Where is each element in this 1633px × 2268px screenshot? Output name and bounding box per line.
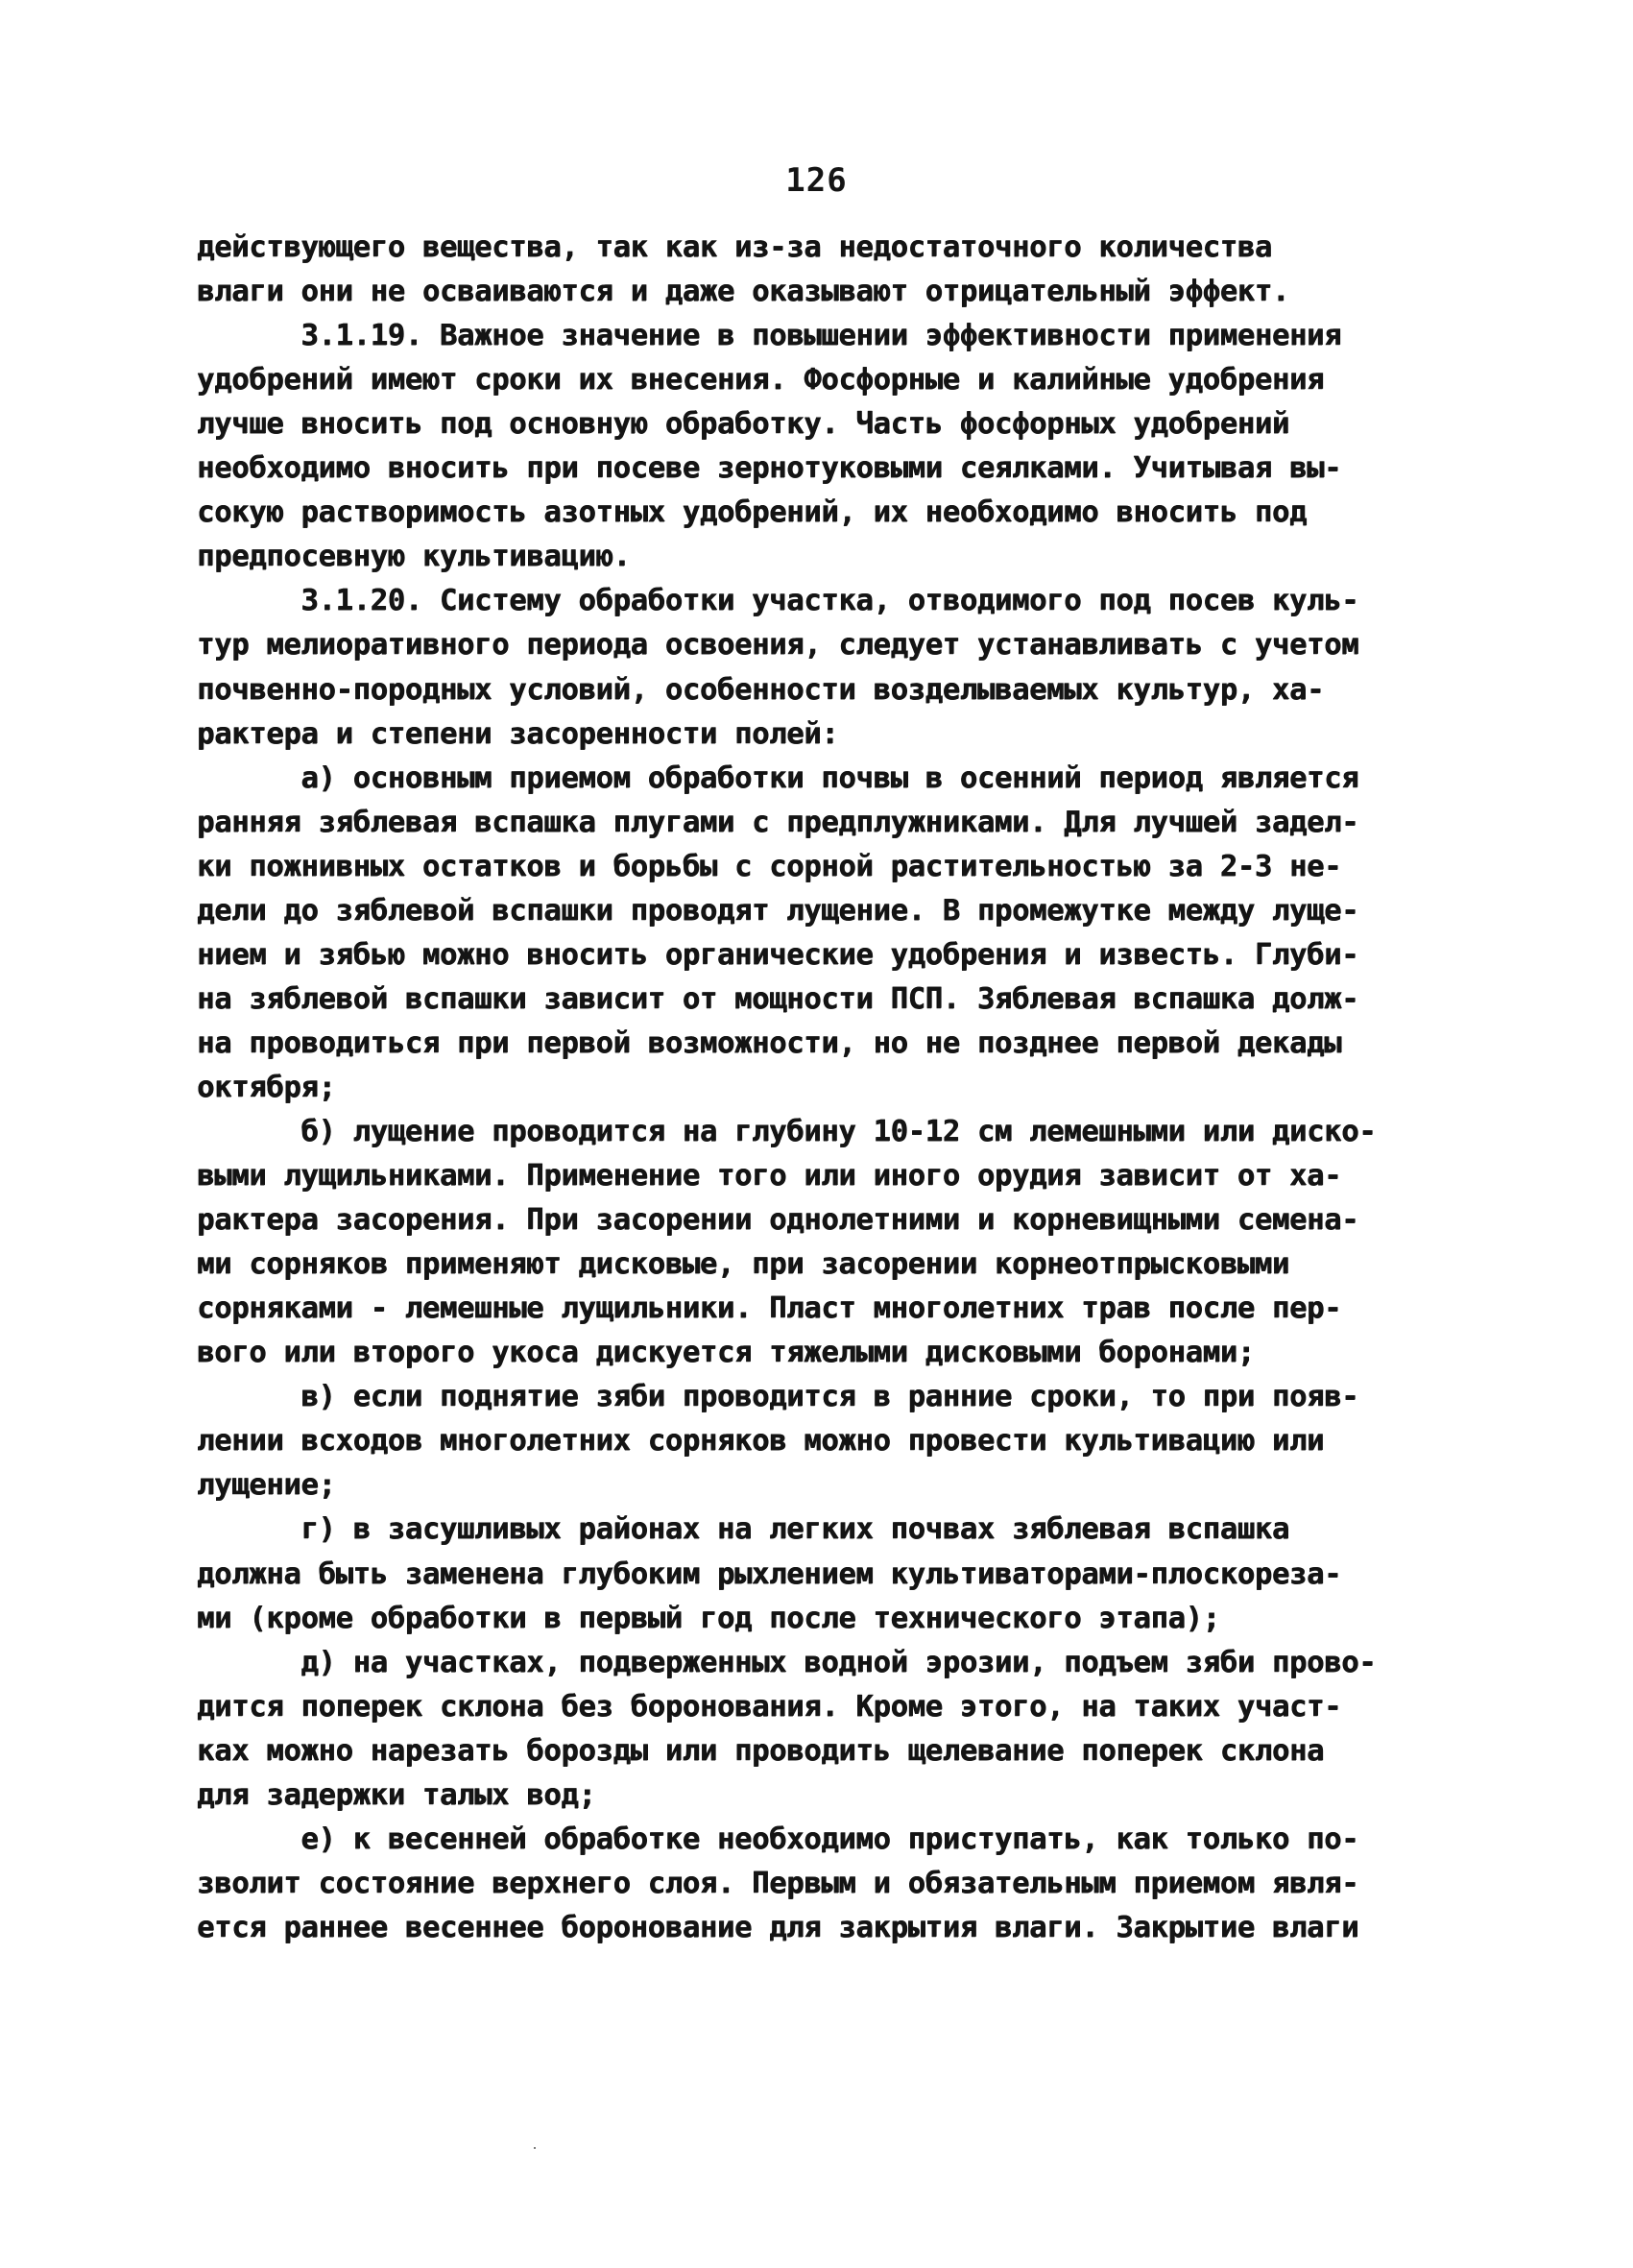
text-line: в) если поднятие зяби проводится в ранние сроки, то при появ- [197,1380,1359,1414]
text-line: зволит состояние верхнего слоя. Первым и обязательным приемом явля- [197,1866,1359,1900]
text-line: лущение; [197,1468,336,1503]
text-line: ется раннее весеннее боронование для закрытия влаги. Закрытие влаги [197,1910,1359,1944]
text-line: е) к весенней обработке необходимо приступать, как только по- [197,1822,1359,1856]
text-line: д) на участках, подверженных водной эрозии, подъем зяби прово- [197,1645,1377,1679]
text-line: октября; [197,1070,336,1104]
text-line: ки пожнивных остатков и борьбы с сорной растительностью за 2-3 не- [197,849,1342,883]
text-line: удобрений имеют сроки их внесения. Фосфорные и калийные удобрения [197,363,1325,398]
text-line: дели до зяблевой вспашки проводят лущение. В промежутке между луще- [197,893,1359,928]
text-line: сорняками - лемешные лущильники. Пласт многолетних трав после пер- [197,1291,1342,1326]
text-line: а) основным приемом обработки почвы в осенний период является [197,760,1359,795]
text-line: лучше вносить под основную обработку. Часть фосфорных удобрений [197,407,1289,442]
text-line: на зяблевой вспашки зависит от мощности ПСП. Зяблевая вспашка долж- [197,981,1359,1016]
text-line: на проводиться при первой возможности, но не позднее первой декады [197,1025,1342,1060]
text-line: 3.1.19. Важное значение в повышении эффективности применения [197,319,1342,353]
text-line: дится поперек склона без боронования. Кроме этого, на таких участ- [197,1689,1342,1724]
text-line: вого или второго укоса дискуется тяжелыми дисковыми боронами; [197,1336,1255,1370]
text-line: рактера засорения. При засорении однолетними и корневищными семена- [197,1203,1359,1238]
text-line: сокую растворимость азотных удобрений, их необходимо вносить под [197,495,1308,530]
text-line: тур мелиоративного периода освоения, следует устанавливать с учетом [197,628,1359,663]
text-line: ми сорняков применяют дисковые, при засорении корнеотпрысковыми [197,1247,1289,1282]
text-line: ми (кроме обработки в первый год после технического этапа); [197,1601,1220,1635]
text-line: должна быть заменена глубоким рыхлением культиваторами-плоскореза- [197,1556,1342,1591]
text-line: лении всходов многолетних сорняков можно провести культивацию или [197,1424,1325,1459]
text-line: выми лущильниками. Применение того или иного орудия зависит от ха- [197,1159,1342,1194]
text-line: необходимо вносить при посеве зернотуковыми сеялками. Учитывая вы- [197,451,1342,486]
text-line: для задержки талых вод; [197,1777,596,1812]
text-line: нием и зябью можно вносить органические удобрения и известь. Глуби- [197,937,1359,972]
text-line: ранняя зяблевая вспашка плугами с предплужниками. Для лучшей задел- [197,805,1359,839]
text-line: действующего вещества, так как из-за недостаточного количества [197,230,1272,264]
scan-speck [534,2147,536,2149]
text-line: влаги они не осваиваются и даже оказывают отрицательный эффект. [197,275,1289,309]
text-line: ках можно нарезать борозды или проводить щелевание поперек склона [197,1733,1325,1768]
text-line: почвенно-породных условий, особенности возделываемых культур, ха- [197,672,1325,707]
page-number: 126 [785,161,848,200]
text-line: 3.1.20. Систему обработки участка, отводимого под посев куль- [197,584,1359,618]
text-line: б) лущение проводится на глубину 10-12 см лемешными или диско- [197,1115,1377,1148]
text-line: рактера и степени засоренности полей: [197,716,839,751]
text-line: г) в засушливых районах на легких почвах зяблевая вспашка [197,1512,1289,1547]
text-line: предпосевную культивацию. [197,540,631,574]
